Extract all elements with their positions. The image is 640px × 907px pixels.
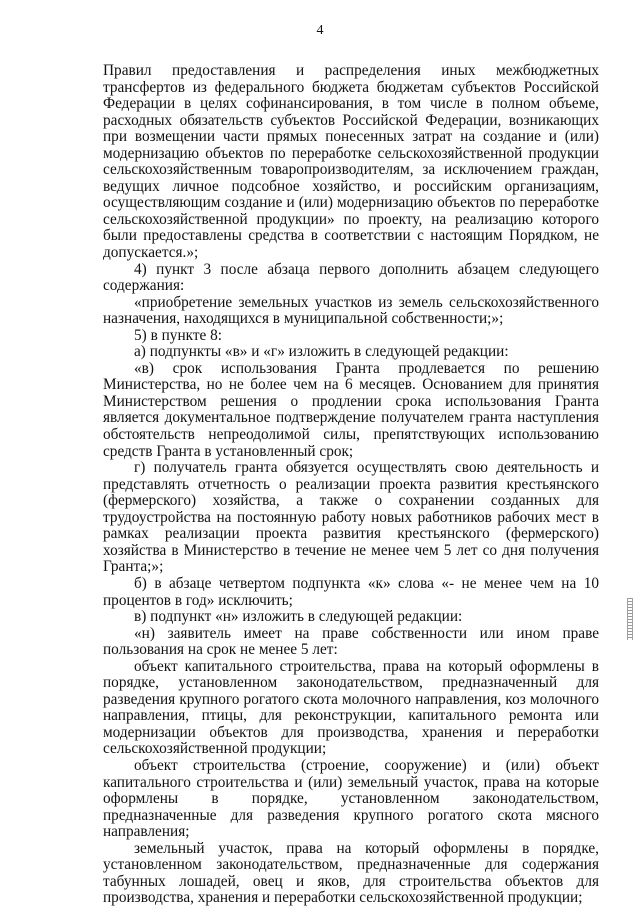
paragraph: 4) пункт 3 после абзаца первого дополнить абзацем следующего содержания: bbox=[103, 260, 599, 295]
paragraph: «в) срок использования Гранта продлевается по решению Министерства, но не более чем на 6 месяцев. Основанием для принятия Министерством решения о продлении срока использования Гранта является документальное подтверждение получателем гранта наступления обстоятельств непреодолимой силы, препятствующих использованию средств Гранта в установленный срок; bbox=[103, 359, 599, 460]
scan-margin-mark bbox=[627, 598, 633, 640]
document-body bbox=[103, 63, 599, 907]
paragraph: «приобретение земельных участков из земель сельскохозяйственного назначения, находящихся в муниципальной собственности;»; bbox=[103, 293, 599, 328]
paragraph: в) подпункт «н» изложить в следующей редакции: bbox=[134, 608, 463, 626]
paragraph: 5) в пункте 8: bbox=[134, 326, 223, 344]
paragraph: Правил предоставления и распределения иных межбюджетных трансфертов из федерального бюджета бюджетам субъектов Российской Федерации в целях софинансирования, в том числе в полном объеме, расходных обязательств субъектов Российской Федерации, возникающих при возмещении части прямых понесенных затрат на создание и (или) модернизацию объектов по переработке сельскохозяйственной продукции сельскохозяйственным товаропроизводителям, за исключением граждан, ведущих личное подсобное хозяйство, и российским организациям, осуществляющим создание и (или) модернизацию объектов по переработке сельскохозяйственной продукции» по проекту, на реализацию которого были предоставлены средства в соответствии с настоящим Порядком, не допускается.»; bbox=[103, 62, 599, 262]
paragraph: объект капитального строительства, права на который оформлены в порядке, установленном законодательством, предназначенный для разведения крупного рогатого скота молочного направления, коз молочного направления, птицы, для реконструкции, капитального ремонта или модернизации объектов для производства, хранения и переработки сельскохозяйственной продукции; bbox=[103, 657, 599, 758]
paragraph: «н) заявитель имеет на праве собственности или ином праве пользования на срок не менее 5 лет: bbox=[103, 624, 599, 659]
paragraph: объект строительства (строение, сооружение) и (или) объект капитального строительства и (или) земельный участок, права на которые оформлены в порядке, установленном законодательством, предназначенные для разведения крупного рогатого скота мясного направления; bbox=[103, 756, 599, 841]
paragraph: земельный участок, права на который оформлены в порядке, установленном законодательством, предназначенные для содержания табунных лошадей, овец и яков, для строительства объектов для производства, хранения и переработки сельскохозяйственной продукции; bbox=[103, 839, 599, 907]
paragraph: б) в абзаце четвертом подпункта «к» слова «- не менее чем на 10 процентов в год» исключить; bbox=[103, 574, 599, 609]
paragraph: г) получатель гранта обязуется осуществлять свою деятельность и представлять отчетность о реализации проекта развития крестьянского (фермерского) хозяйства, а также о сохранении созданных для трудоустройства на постоянную работу новых работников рабочих мест в рамках реализации проекта развития крестьянского (фермерского) хозяйства в Министерство в течение не менее чем 5 лет со дня получения Гранта;»; bbox=[103, 459, 599, 576]
page-number: 4 bbox=[316, 23, 324, 38]
paragraph: а) подпункты «в» и «г» изложить в следующей редакции: bbox=[134, 343, 509, 361]
